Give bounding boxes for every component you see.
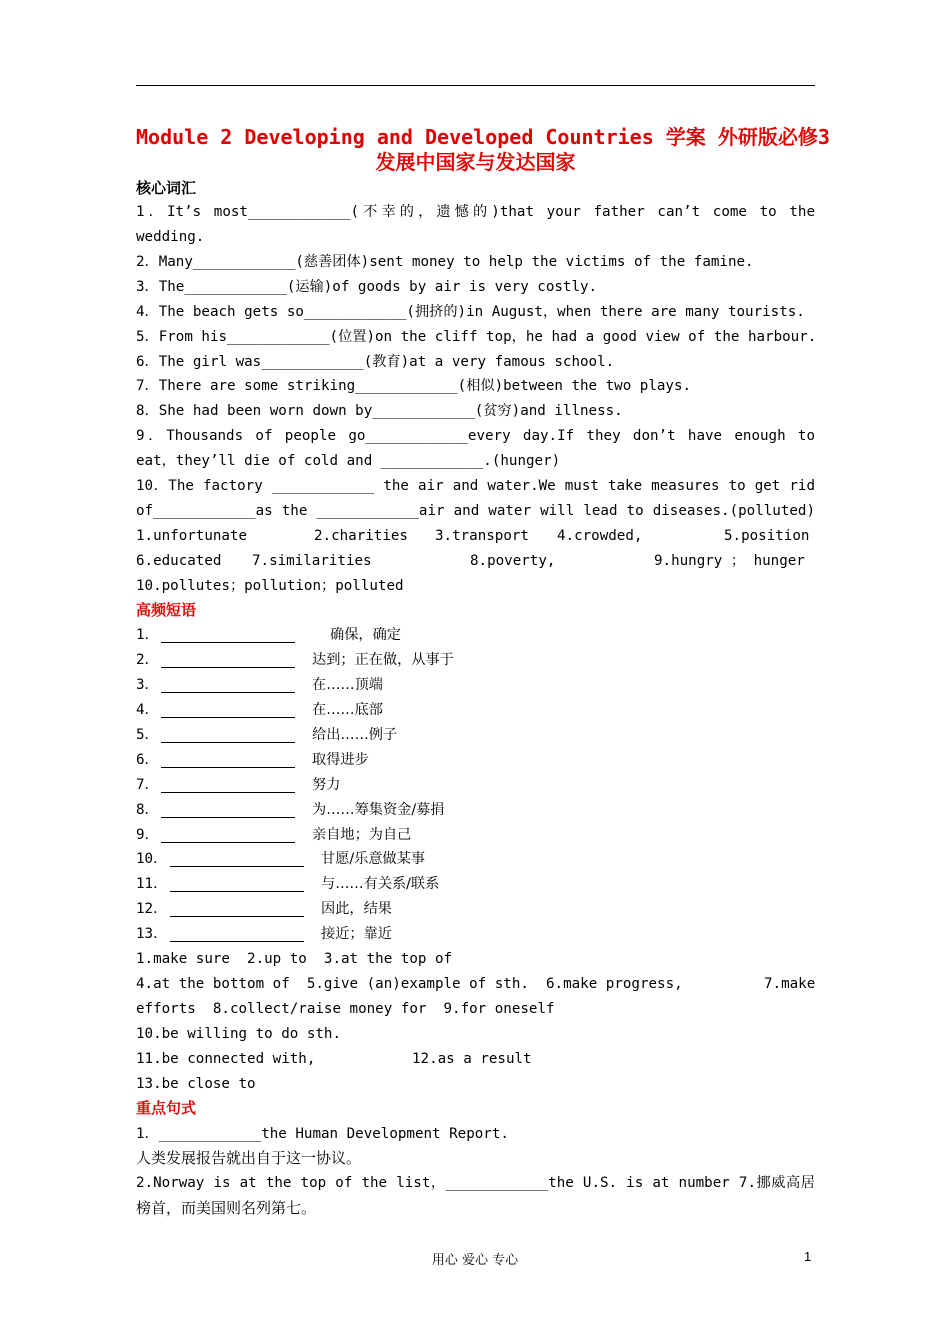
phrase-answer: 10.be willing to do sth. [136, 1026, 341, 1042]
phrase-answer: 13.be close to [136, 1076, 256, 1092]
phrase-meaning: 确保，确定 [330, 627, 401, 643]
title-line-1: Module 2 Developing and Developed Countries 学案 外研版必修3 [136, 125, 830, 149]
answer-blank [170, 866, 304, 867]
answer-blank [161, 792, 295, 793]
answer-blank [161, 817, 295, 818]
phrase-number: 9． [136, 827, 159, 843]
sentence-translation: 榜首，而美国则名列第七。 [136, 1199, 317, 1217]
phrase-number: 5． [136, 727, 159, 743]
phrase-number: 8． [136, 802, 159, 818]
phrase-number: 7． [136, 777, 159, 793]
phrase-answer: efforts 8.collect/raise money for 9.for oneself [136, 1001, 555, 1017]
phrase-meaning: 在……顶端 [312, 677, 383, 693]
vocab-item: 6．The girl was____________(教育)at a very famous school. [136, 354, 615, 370]
phrase-answer: 11.be connected with, [136, 1051, 316, 1067]
phrase-answer: 7.make [764, 976, 816, 992]
answer-blank [161, 717, 295, 718]
vocab-answer: 5.position [724, 528, 810, 544]
phrase-meaning: 给出……例子 [312, 727, 398, 743]
vocab-item: wedding. [136, 229, 205, 245]
section-heading-phrases: 高频短语 [136, 601, 197, 619]
vocab-answer: 9.hungry ； hunger [654, 553, 805, 569]
header-rule [136, 85, 815, 86]
vocab-answer: 7.similarities [252, 553, 372, 569]
vocab-answer: 10.pollutes；pollution；polluted [136, 578, 404, 594]
phrase-meaning: 为……筹集资金/募捐 [312, 802, 445, 818]
vocab-answer: 3.transport [435, 528, 529, 544]
phrase-meaning: 接近；靠近 [321, 926, 392, 942]
vocab-item: 8．She had been worn down by____________(贫穷)and illness. [136, 403, 623, 419]
phrase-meaning: 与……有关系/联系 [321, 876, 440, 892]
vocab-item: of____________as the ____________air and water will lead to diseases.(polluted) [136, 503, 815, 519]
phrase-number: 10． [136, 851, 168, 867]
phrase-meaning: 努力 [312, 777, 341, 793]
vocab-answer: 6.educated [136, 553, 222, 569]
answer-blank [161, 767, 295, 768]
vocab-item: 1．It’s most____________(不幸的，遗憾的)that your father can’t come to the [136, 204, 815, 220]
section-heading-sentences: 重点句式 [136, 1099, 197, 1117]
vocab-item: 2．Many____________(慈善团体)sent money to help the victims of the famine. [136, 254, 754, 270]
vocab-item: 10．The factory ____________ the air and water.We must take measures to get rid [136, 478, 815, 494]
answer-blank [161, 842, 295, 843]
phrase-number: 13． [136, 926, 168, 942]
phrase-answer: 4.at the bottom of 5.give (an)example of sth. 6.make progress, [136, 976, 683, 992]
vocab-item: 7．There are some striking____________(相似)between the two plays. [136, 378, 692, 394]
phrase-meaning: 取得进步 [312, 752, 369, 768]
vocab-answer: 1.unfortunate [136, 528, 248, 544]
vocab-item: eat，they’ll die of cold and ____________.(hunger) [136, 453, 561, 469]
vocab-item: 5．From his____________(位置)on the cliff top，he had a good view of the harbour. [136, 329, 817, 345]
phrase-answer: 1.make sure 2.up to 3.at the top of [136, 951, 453, 967]
phrase-meaning: 达到；正在做，从事于 [312, 652, 454, 668]
vocab-item: 3．The____________(运输)of goods by air is very costly. [136, 279, 598, 295]
phrase-number: 3． [136, 677, 159, 693]
sentence-item: 2.Norway is at the top of the list，____________the U.S. is at number 7.挪威高居 [136, 1175, 815, 1191]
answer-blank [161, 642, 295, 643]
page-number: 1 [804, 1249, 812, 1264]
answer-blank [161, 742, 295, 743]
vocab-answer: 4.crowded, [557, 528, 643, 544]
phrase-number: 2． [136, 652, 159, 668]
phrase-number: 12． [136, 901, 168, 917]
phrase-number: 11． [136, 876, 168, 892]
answer-blank [161, 692, 295, 693]
phrase-meaning: 因此，结果 [321, 901, 392, 917]
answer-blank [170, 941, 304, 942]
answer-blank [170, 891, 304, 892]
phrase-answer: 12.as a result [412, 1051, 532, 1067]
sentence-item: 1．____________the Human Development Report. [136, 1126, 509, 1142]
vocab-item: 4．The beach gets so____________(拥挤的)in August，when there are many tourists. [136, 304, 805, 320]
sentence-translation: 人类发展报告就出自于这一协议。 [136, 1149, 362, 1167]
page-footer: 用心 爱心 专心 [431, 1253, 519, 1268]
vocab-answer: 2.charities [314, 528, 408, 544]
phrase-meaning: 在……底部 [312, 702, 383, 718]
phrase-number: 1． [136, 627, 159, 643]
phrase-number: 6． [136, 752, 159, 768]
vocab-item: 9．Thousands of people go____________every day.If they don’t have enough to [136, 428, 815, 444]
section-heading-vocabulary: 核心词汇 [136, 179, 197, 197]
phrase-meaning: 亲自地；为自己 [312, 827, 412, 843]
answer-blank [161, 667, 295, 668]
title-line-2: 发展中国家与发达国家 [375, 150, 576, 174]
phrase-number: 4． [136, 702, 159, 718]
phrase-meaning: 甘愿/乐意做某事 [321, 851, 426, 867]
answer-blank [170, 916, 304, 917]
vocab-answer: 8.poverty, [470, 553, 556, 569]
